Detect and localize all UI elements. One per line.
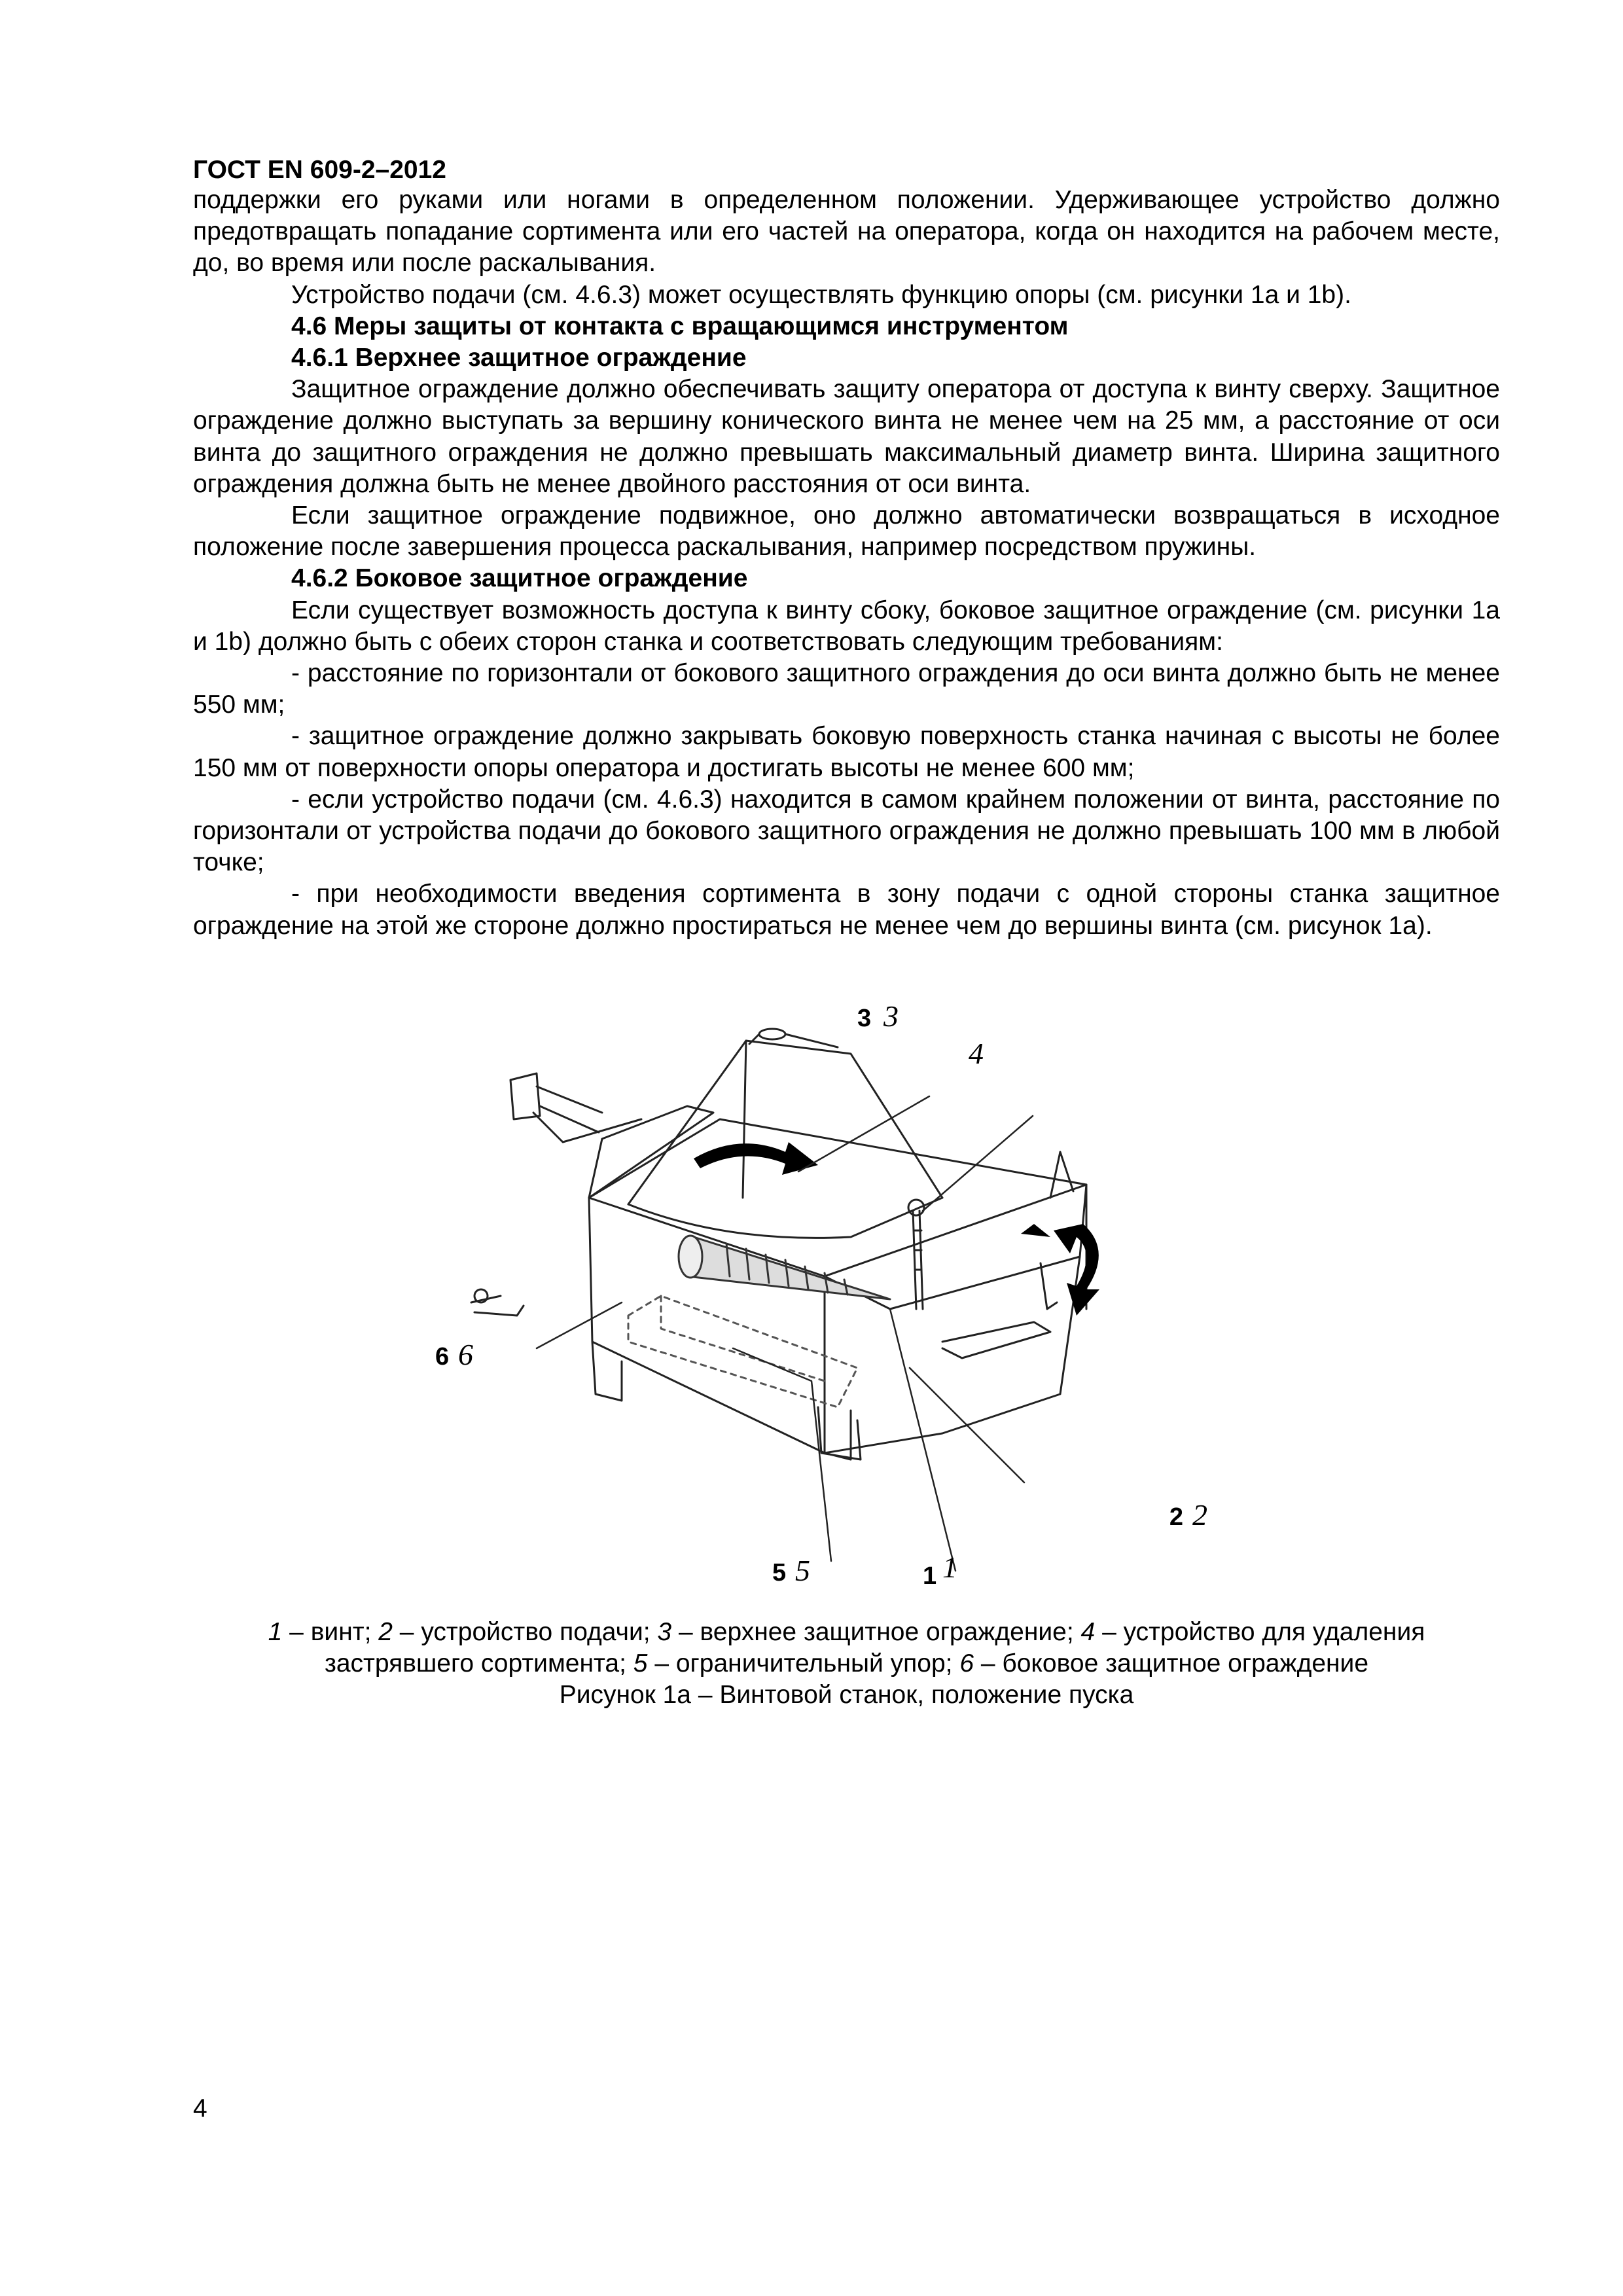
list-item: - расстояние по горизонтали от бокового защитного ограждения до оси винта должно быть не менее 550 мм; (193, 659, 1500, 719)
callout-5-sans: 5 (772, 1559, 787, 1587)
caption-title: Рисунок 1a – Винтовой станок, положение пуска (559, 1681, 1134, 1709)
hitch-frame (471, 1073, 641, 1316)
paragraph: Защитное ограждение должно обеспечивать защиту оператора от доступа к винту сверху. Защитное ограждение должно выступать за вершину конического винта не менее чем на 25 мм, а расстояние от оси винта до защитного ограждения не должно превышать максимальный диаметр винта. Ширина защитного ограждения должна быть не менее двойного расстояния от оси винта. (193, 375, 1500, 498)
list-item: - защитное ограждение должно закрывать боковую поверхность станка начиная с высоты не более 150 мм от поверхности опоры оператора и достигать высоты не менее 600 мм; (193, 722, 1500, 782)
legend-text: – устройство для удаления застрявшего сортимента; (324, 1618, 1425, 1677)
caption-legend (193, 1617, 1500, 1679)
legend-num: 3 (657, 1618, 672, 1646)
callout-3-serif: 3 (883, 1001, 899, 1033)
callout-6-sans: 6 (435, 1343, 450, 1371)
rotation-arrows (694, 1142, 1099, 1316)
callout-1-sans: 1 (923, 1562, 937, 1590)
screw-splitter-drawing (432, 1001, 1217, 1610)
callout-4-serif: 4 (969, 1037, 984, 1070)
cone-screw (679, 1236, 890, 1299)
feed-device (825, 1152, 1086, 1453)
callout-1-serif: 1 (942, 1551, 957, 1584)
callout-2-sans: 2 (1169, 1503, 1183, 1531)
callout-6-serif: 6 (458, 1338, 473, 1371)
document-code: ГОСТ EN 609-2–2012 (193, 156, 446, 184)
paragraph: Устройство подачи (см. 4.6.3) может осуществлять функцию опоры (см. рисунки 1a и 1b). (291, 280, 1351, 309)
list-item: - если устройство подачи (см. 4.6.3) находится в самом крайнем положении от винта, расстояние по горизонтали от устройства подачи до бокового защитного ограждения не должно превышать 100 мм в любой точке; (193, 785, 1500, 877)
top-guard (628, 1029, 942, 1238)
callout-3-sans: 3 (857, 1005, 872, 1032)
paragraph: Если существует возможность доступа к винту сбоку, боковое защитное ограждение (см. рисунки 1a и 1b) должно быть с обеих сторон станка и соответствовать следующим требованиям: (193, 596, 1500, 656)
subsection-heading: 4.6.1 Верхнее защитное ограждение (291, 344, 747, 372)
legend-text: – устройство подачи; (392, 1618, 658, 1646)
section-heading: 4.6 Меры защиты от контакта с вращающимся инструментом (291, 312, 1069, 340)
legend-num: 5 (633, 1649, 648, 1677)
paragraph: Если защитное ограждение подвижное, оно должно автоматически возвращаться в исходное положение после завершения процесса раскалывания, например посредством пружины. (193, 501, 1500, 562)
body-text (193, 185, 1500, 942)
callout-2-serif: 2 (1192, 1498, 1207, 1532)
figure-screw-splitter (432, 1001, 1217, 1610)
jam-remover-rod (908, 1200, 924, 1309)
legend-text: – ограничительный упор; (647, 1649, 960, 1677)
paragraph: поддержки его руками или ногами в определенном положении. Удерживающее устройство должно предотвращать попадание сортимента или его частей на оператора, когда он находится на рабочем месте, до, во время или после раскалывания. (193, 186, 1500, 278)
callout-5-serif: 5 (795, 1554, 810, 1587)
legend-num: 2 (378, 1618, 393, 1646)
legend-num: 4 (1080, 1618, 1096, 1646)
legend-num: 6 (959, 1649, 974, 1677)
list-item: - при необходимости введения сортимента в зону подачи с одной стороны станка защитное ограждение на этой же стороне должно простираться не менее чем до вершины винта (см. рисунок 1a). (193, 880, 1500, 940)
legend-num: 1 (268, 1618, 283, 1646)
figure-caption (193, 1617, 1500, 1711)
legend-text: – боковое защитное ограждение (974, 1649, 1369, 1677)
legend-text: – винт; (282, 1618, 379, 1646)
legend-text: – верхнее защитное ограждение; (671, 1618, 1081, 1646)
subsection-heading: 4.6.2 Боковое защитное ограждение (291, 564, 748, 593)
page-number: 4 (193, 2094, 207, 2123)
